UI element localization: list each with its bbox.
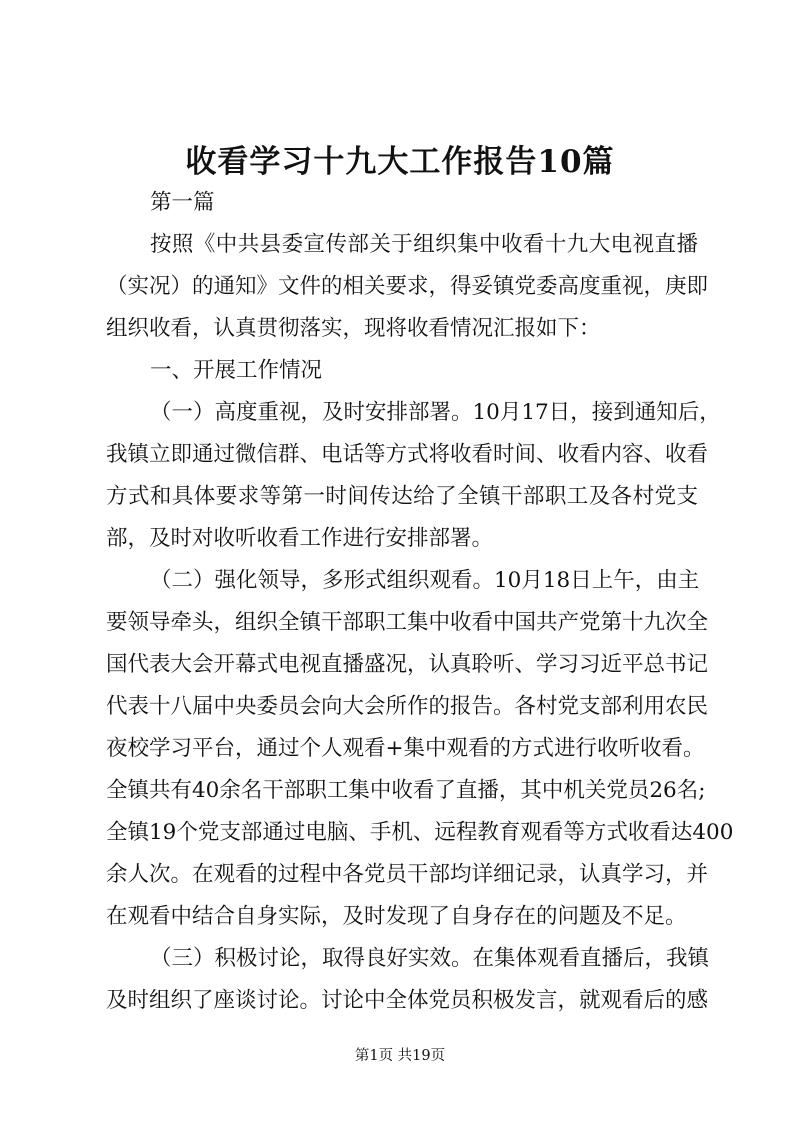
text-line: 在观看中结合自身实际，及时发现了自身存在的问题及不足。 (106, 904, 687, 929)
section-heading: 一、开展工作情况 (150, 358, 323, 383)
text-line: 余人次。在观看的过程中各党员干部均详细记录，认真学习，并 (106, 862, 709, 887)
document-body (106, 182, 734, 1022)
text-line: 部，及时对收听收看工作进行安排部署。 (106, 526, 494, 551)
page-footer: 第1页 共19页 (354, 1048, 446, 1064)
text-line: （实况）的通知》文件的相关要求，得妥镇党委高度重视，庚即 (106, 274, 709, 299)
text-line: 全镇共有40余名干部职工集中收看了直播，其中机关党员26名; (106, 778, 706, 803)
text-line: （一）高度重视，及时安排部署。10月17日，接到通知后， (150, 400, 721, 425)
text-line: 第一篇 (150, 190, 215, 215)
text-line: 要领导牵头，组织全镇干部职工集中收看中国共产党第十九次全 (106, 610, 709, 635)
text-line: 方式和具体要求等第一时间传达给了全镇干部职工及各村党支 (106, 484, 698, 509)
document-title: 收看学习十九大工作报告10篇 (185, 144, 615, 180)
text-line: 按照《中共县委宣传部关于组织集中收看十九大电视直播 (150, 232, 698, 257)
text-line: 及时组织了座谈讨论。讨论中全体党员积极发言，就观看后的感 (106, 988, 709, 1013)
text-line: 国代表大会开幕式电视直播盛况，认真聆听、学习习近平总书记 (106, 652, 709, 677)
text-line: 我镇立即通过微信群、电话等方式将收看时间、收看内容、收看 (106, 442, 709, 467)
text-line: 代表十八届中央委员会向大会所作的报告。各村党支部利用农民 (106, 694, 709, 719)
text-line: （三）积极讨论，取得良好实效。在集体观看直播后，我镇 (150, 946, 710, 971)
text-line: （二）强化领导，多形式组织观看。10月18日上午，由主 (150, 568, 700, 593)
text-line: 全镇19个党支部通过电脑、手机、远程教育观看等方式收看达400 (106, 820, 734, 845)
text-line: 组织收看，认真贯彻落实，现将收看情况汇报如下： (106, 316, 601, 341)
text-line: 夜校学习平台，通过个人观看+集中观看的方式进行收听收看。 (106, 736, 705, 761)
